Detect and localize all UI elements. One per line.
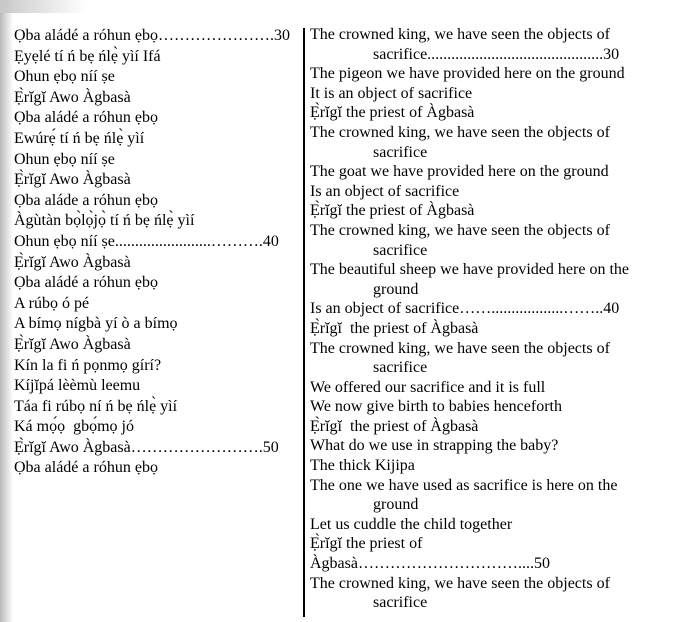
- yoruba-verse-line: A rúbọ ó pé: [14, 294, 90, 312]
- yoruba-verse-line: Ẹ̀rĭgĭ Awo Àgbasà: [14, 88, 131, 106]
- yoruba-verse-line: Ẹyẹlé tí ń bẹ ńlẹ̀ yìí Ifá: [14, 47, 161, 65]
- yoruba-verse-line: Ọba aládé a róhun ẹbọ: [14, 459, 158, 477]
- yoruba-verse-line: Ẹ̀rĭgĭ Awo Àgbasà: [14, 171, 131, 189]
- yoruba-verse-line: Ohun ẹbọ níí ṣe: [14, 68, 115, 86]
- translation-line: The goat we have provided here on the ground: [310, 163, 609, 181]
- translation-line: The crowned king, we have seen the objects of: [310, 574, 610, 592]
- yoruba-verse-line: Ọba aládé a róhun ẹbọ………………….30: [14, 27, 290, 44]
- yoruba-verse-line: Ọba aládé a róhun ẹbọ: [14, 109, 158, 127]
- translation-line: Ẹ̀rĭgĭ the priest of Àgbasà: [310, 319, 479, 337]
- yoruba-verse-line: A bímọ nígbà yí ò a bímọ: [14, 315, 178, 333]
- scan-corner-shadow: [0, 0, 86, 13]
- translation-line: Ẹ̀rĭgĭ the priest of Àgbasà: [310, 104, 475, 122]
- translation-line: Ẹ̀rĭgĭ the priest of Àgbasà: [310, 202, 475, 220]
- translation-line: sacrifice: [373, 241, 428, 259]
- column-divider-rule: [303, 28, 305, 617]
- yoruba-verse-line: Ọba aládé a róhun ẹbọ: [14, 274, 158, 292]
- translation-line: We offered our sacrifice and it is full: [310, 378, 546, 396]
- yoruba-verse-line: Ohun ẹbọ níí ṣe: [14, 150, 115, 168]
- yoruba-verse-line: Ohun ẹbọ níí ṣe........................……….40: [14, 232, 279, 250]
- translation-line: The pigeon we have provided here on the ground: [310, 65, 625, 83]
- yoruba-verse-line: Ẹ̀rĭgĭ Awo Àgbasà: [14, 253, 131, 271]
- yoruba-verse-line: Kíjĭpá lèèmù leemu: [14, 377, 141, 395]
- yoruba-verse-line: Ewúrẹ́ tí ń bẹ ńlẹ̀ yìí: [14, 129, 145, 147]
- translation-line: ground: [373, 496, 419, 514]
- scan-edge-shadow: [0, 0, 13, 622]
- translation-line: sacrifice............................................30: [373, 45, 620, 63]
- yoruba-verse-line: Ẹ̀rĭgĭ Awo Àgbasà…………………….50: [14, 438, 279, 456]
- translation-line: Let us cuddle the child together: [310, 515, 513, 533]
- translation-line: sacrifice: [373, 143, 428, 161]
- yoruba-verse-line: Ẹ̀rĭgĭ Awo Àgbasà: [14, 335, 131, 353]
- english-translation-column: [310, 25, 666, 613]
- yoruba-verse-line: Àgùtàn bọ̀lọ̀jọ̀ tí ń bẹ ńlẹ̀ yìí: [14, 212, 195, 230]
- translation-line: The beautiful sheep we have provided here on the: [310, 261, 629, 279]
- translation-line: The crowned king, we have seen the objects of: [310, 123, 610, 141]
- translation-line: Is an object of sacrifice: [310, 182, 460, 200]
- translation-line: What do we use in strapping the baby?: [310, 437, 559, 455]
- translation-line: ground: [373, 280, 419, 298]
- translation-line: The crowned king, we have seen the objects of: [310, 26, 610, 43]
- translation-line: It is an object of sacrifice: [310, 84, 473, 102]
- yoruba-verse-line: Táa fi rúbọ ní ń bẹ ńlẹ̀ yìí: [14, 397, 178, 415]
- translation-line: sacrifice: [373, 359, 428, 377]
- translation-line: Ẹ̀rĭgĭ the priest of Àgbasà: [310, 417, 479, 435]
- yoruba-verse-line: Kín la fi ń pọnmọ gírí?: [14, 356, 162, 374]
- yoruba-verse-column: [14, 26, 303, 479]
- yoruba-verse-line: Ọba aláde a róhun ẹbọ: [14, 191, 158, 209]
- translation-line: The crowned king, we have seen the objects of: [310, 221, 610, 239]
- translation-line: The one we have used as sacrifice is here on the: [310, 476, 618, 494]
- translation-line: The crowned king, we have seen the objects of: [310, 339, 610, 357]
- translation-line: We now give birth to babies henceforth: [310, 398, 562, 416]
- translation-line: The thick Kijipa: [310, 457, 415, 475]
- yoruba-verse-line: Ká mọ́ọ gbọ́mọ jó: [14, 418, 134, 436]
- translation-line: sacrifice: [373, 594, 428, 612]
- translation-line: Ẹ̀rĭgĭ the priest of Àgbasà…………………………....50: [310, 535, 550, 573]
- translation-line: Is an object of sacrifice……..................……..40: [310, 300, 620, 318]
